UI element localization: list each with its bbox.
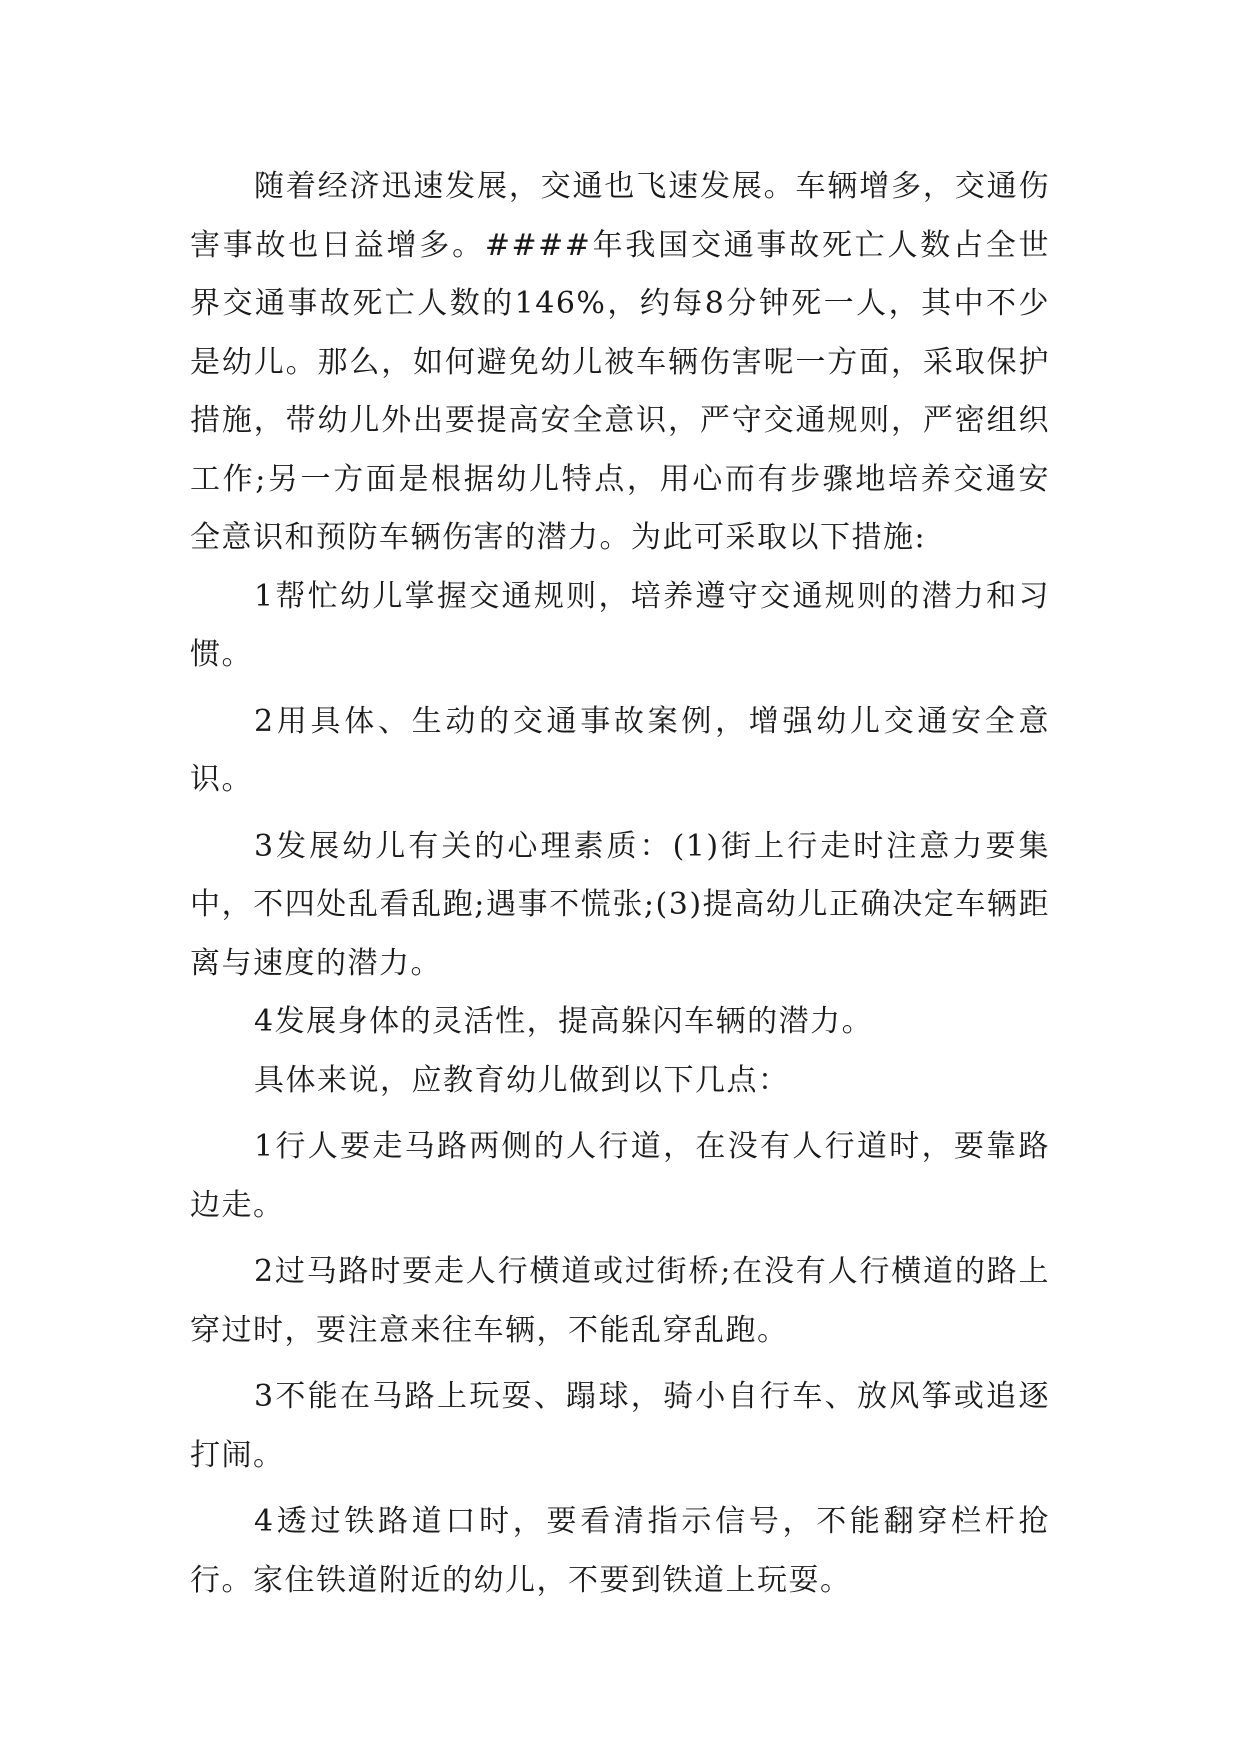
- paragraph-measure-3: 3发展幼儿有关的心理素质：(1)街上行走时注意力要集中，不四处乱看乱跑;遇事不慌张;(3)提高幼儿正确决定车辆距离与速度的潜力。: [190, 828, 1050, 981]
- document-body: [190, 158, 1050, 1618]
- paragraph-measure-1: 1帮忙幼儿掌握交通规则，培养遵守交通规则的潜力和习惯。: [190, 578, 1050, 672]
- paragraph-specifics-heading: 具体来说，应教育幼儿做到以下几点：: [254, 1062, 790, 1098]
- paragraph-measure-2: 2用具体、生动的交通事故案例，增强幼儿交通安全意识。: [190, 703, 1050, 797]
- paragraph-rule-2: 2过马路时要走人行横道或过街桥;在没有人行横道的路上穿过时，要注意来往车辆，不能乱穿乱跑。: [190, 1254, 1050, 1348]
- paragraph-measure-4: 4发展身体的灵活性，提高躲闪车辆的潜力。: [254, 1004, 874, 1039]
- paragraph-rule-4: 4透过铁路道口时，要看清指示信号，不能翻穿栏杆抢行。家住铁道附近的幼儿，不要到铁道上玩耍。: [190, 1504, 1050, 1598]
- paragraph-rule-3: 3不能在马路上玩耍、蹋球，骑小自行车、放风筝或追逐打闹。: [190, 1379, 1050, 1473]
- paragraph-intro: 随着经济迅速发展，交通也飞速发展。车辆增多，交通伤害事故也日益增多。####年我国交通事故死亡人数占全世界交通事故死亡人数的146%，约每8分钟死一人，其中不少是幼儿。那么，如何避免幼儿被车辆伤害呢一方面，采取保护措施，带幼儿外出要提高安全意识，严守交通规则，严密组织工作;另一方面是根据幼儿特点，用心而有步骤地培养交通安全意识和预防车辆伤害的潜力。为此可采取以下措施:: [190, 169, 1050, 555]
- paragraph-rule-1: 1行人要走马路两侧的人行道，在没有人行道时，要靠路边走。: [190, 1129, 1050, 1223]
